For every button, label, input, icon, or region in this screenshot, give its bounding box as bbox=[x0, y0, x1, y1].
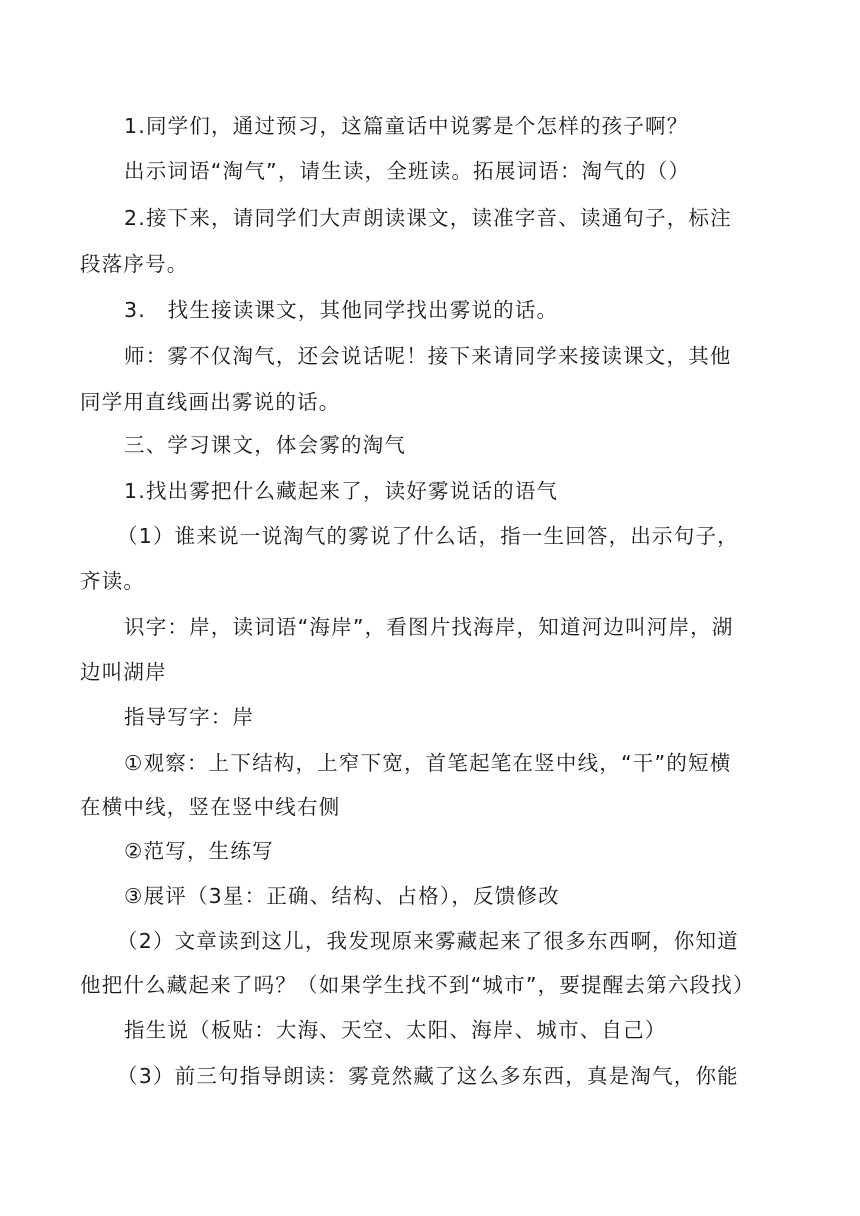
section-heading: 三、学习课文，体会雾的淘气 bbox=[124, 433, 407, 457]
paragraph-line: 师：雾不仅淘气，还会说话呢！接下来请同学来接读课文，其他 bbox=[124, 344, 732, 368]
paragraph-line: 在横中线，竖在竖中线右侧 bbox=[80, 795, 341, 819]
paragraph-line: ③展评（3星：正确、结构、占格），反馈修改 bbox=[124, 884, 560, 908]
paragraph-line: 边叫湖岸 bbox=[80, 660, 167, 684]
paragraph-line: （2）文章读到这儿，我发现原来雾藏起来了很多东西啊，你知道 bbox=[117, 929, 739, 953]
paragraph-line: 指导写字：岸 bbox=[124, 705, 255, 729]
paragraph-line: （1）谁来说一说淘气的雾说了什么话，指一生回答，出示句子， bbox=[117, 524, 739, 548]
paragraph-line: 同学用直线画出雾说的话。 bbox=[80, 390, 341, 414]
paragraph-line: （3）前三句指导朗读：雾竟然藏了这么多东西，真是淘气，你能 bbox=[117, 1064, 739, 1088]
paragraph-line: ②范写，生练写 bbox=[124, 839, 274, 863]
paragraph-line: 识字：岸，读词语“海岸”，看图片找海岸，知道河边叫河岸，湖 bbox=[124, 615, 734, 639]
paragraph-line: 齐读。 bbox=[80, 569, 146, 593]
paragraph-line: 3. 找生接读课文，其他同学找出雾说的话。 bbox=[124, 298, 559, 322]
paragraph-line: 他把什么藏起来了吗？（如果学生找不到“城市”，要提醒去第六段找） bbox=[80, 973, 755, 997]
paragraph-line: 出示词语“淘气”，请生读，全班读。拓展词语：淘气的（） bbox=[124, 159, 691, 183]
paragraph-line: 2.接下来，请同学们大声朗读课文，读准字音、读通句子，标注 bbox=[124, 206, 732, 230]
paragraph-line: 1.同学们，通过预习，这篇童话中说雾是个怎样的孩子啊？ bbox=[124, 114, 689, 138]
paragraph-line: 1.找出雾把什么藏起来了，读好雾说话的语气 bbox=[124, 479, 559, 503]
paragraph-line: ①观察：上下结构，上窄下宽，首笔起笔在竖中线，“干”的短横 bbox=[124, 751, 732, 775]
paragraph-line: 段落序号。 bbox=[80, 252, 189, 276]
paragraph-line: 指生说（板贴：大海、天空、太阳、海岸、城市、自己） bbox=[124, 1018, 667, 1042]
